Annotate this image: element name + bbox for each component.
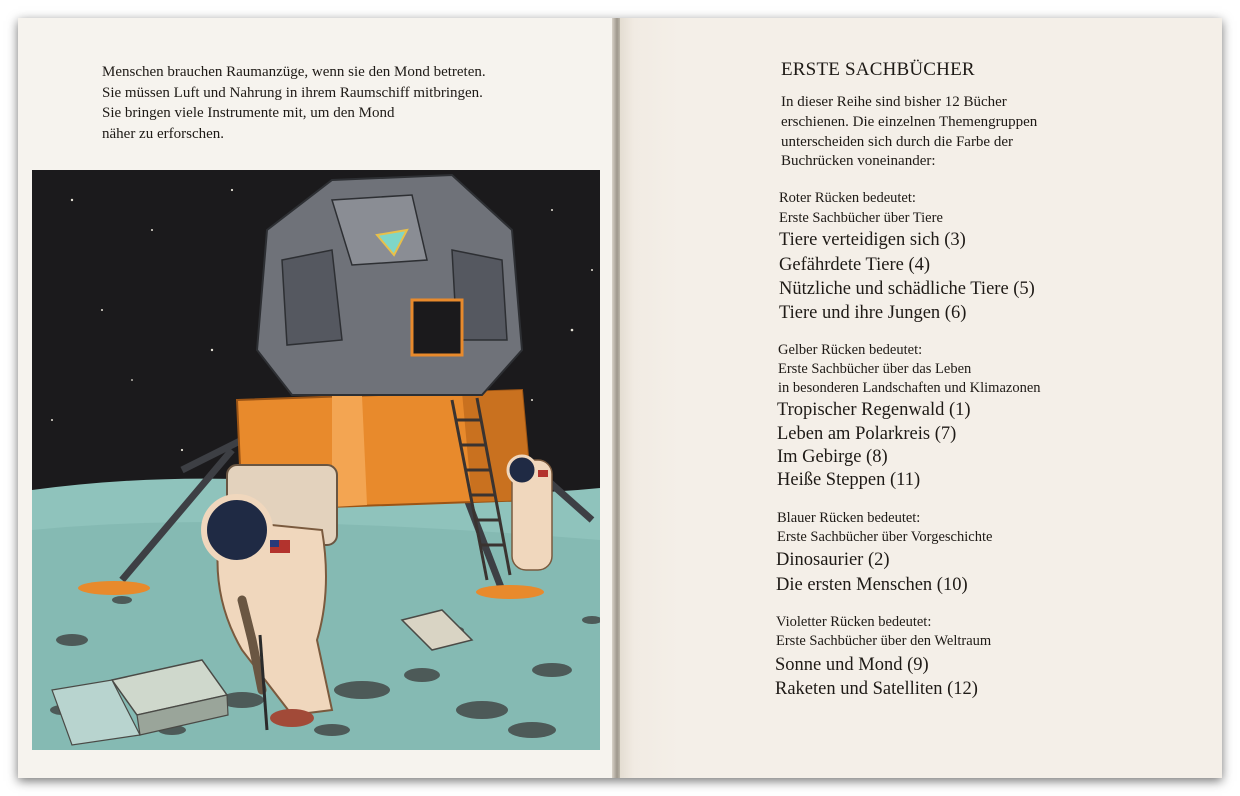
intro-line: unterscheiden sich durch die Farbe der: [781, 134, 1013, 150]
intro-line: erschienen. Die einzelnen Themengruppen: [781, 114, 1038, 130]
book-title: Dinosaurier (2): [776, 550, 890, 570]
book-title: Raketen und Satelliten (12): [775, 679, 978, 699]
caption-text: [102, 62, 572, 144]
group-label-red: Roter Rücken bedeutet:: [779, 190, 916, 206]
book-title: Gefährdete Tiere (4): [779, 255, 931, 275]
group-label-yellow: Erste Sachbücher über das Leben: [778, 361, 972, 377]
intro-line: In dieser Reihe sind bisher 12 Bücher: [781, 94, 1007, 110]
page-heading: ERSTE SACHBÜCHER: [781, 59, 975, 80]
book-title: Im Gebirge (8): [777, 447, 888, 467]
caption-line: Sie müssen Luft und Nahrung in ihrem Raumschiff mitbringen.: [102, 84, 483, 101]
book-title: Die ersten Menschen (10): [776, 575, 968, 595]
book-title: Leben am Polarkreis (7): [777, 424, 957, 444]
book-title: Heiße Steppen (11): [777, 470, 921, 490]
book-title: Nützliche und schädliche Tiere (5): [779, 279, 1035, 299]
book-title: Tiere und ihre Jungen (6): [779, 303, 967, 323]
book-title: Tropischer Regenwald (1): [777, 400, 971, 420]
group-label-violet: Erste Sachbücher über den Weltraum: [776, 633, 992, 649]
group-label-yellow: in besonderen Landschaften und Klimazonen: [778, 380, 1041, 396]
group-label-blue: Erste Sachbücher über Vorgeschichte: [777, 529, 993, 545]
caption-line: Menschen brauchen Raumanzüge, wenn sie den Mond betreten.: [102, 64, 486, 80]
caption-line: näher zu erforschen.: [102, 125, 225, 142]
intro-line: Buchrücken voneinander:: [781, 153, 936, 169]
lander-hatch: [412, 300, 462, 355]
book-title: Tiere verteidigen sich (3): [779, 230, 966, 250]
group-label-blue: Blauer Rücken bedeutet:: [777, 510, 921, 526]
group-label-red: Erste Sachbücher über Tiere: [779, 210, 943, 226]
caption-line: Sie bringen viele Instrumente mit, um den Mond: [102, 105, 395, 121]
lander-footpad: [78, 581, 150, 595]
astronaut-on-ladder: [508, 456, 552, 570]
group-label-yellow: Gelber Rücken bedeutet:: [778, 342, 923, 358]
book-title: Sonne und Mond (9): [775, 655, 929, 675]
lander-footpad: [476, 585, 544, 599]
group-label-violet: Violetter Rücken bedeutet:: [776, 614, 932, 630]
moon-landing-illustration: [32, 170, 600, 750]
